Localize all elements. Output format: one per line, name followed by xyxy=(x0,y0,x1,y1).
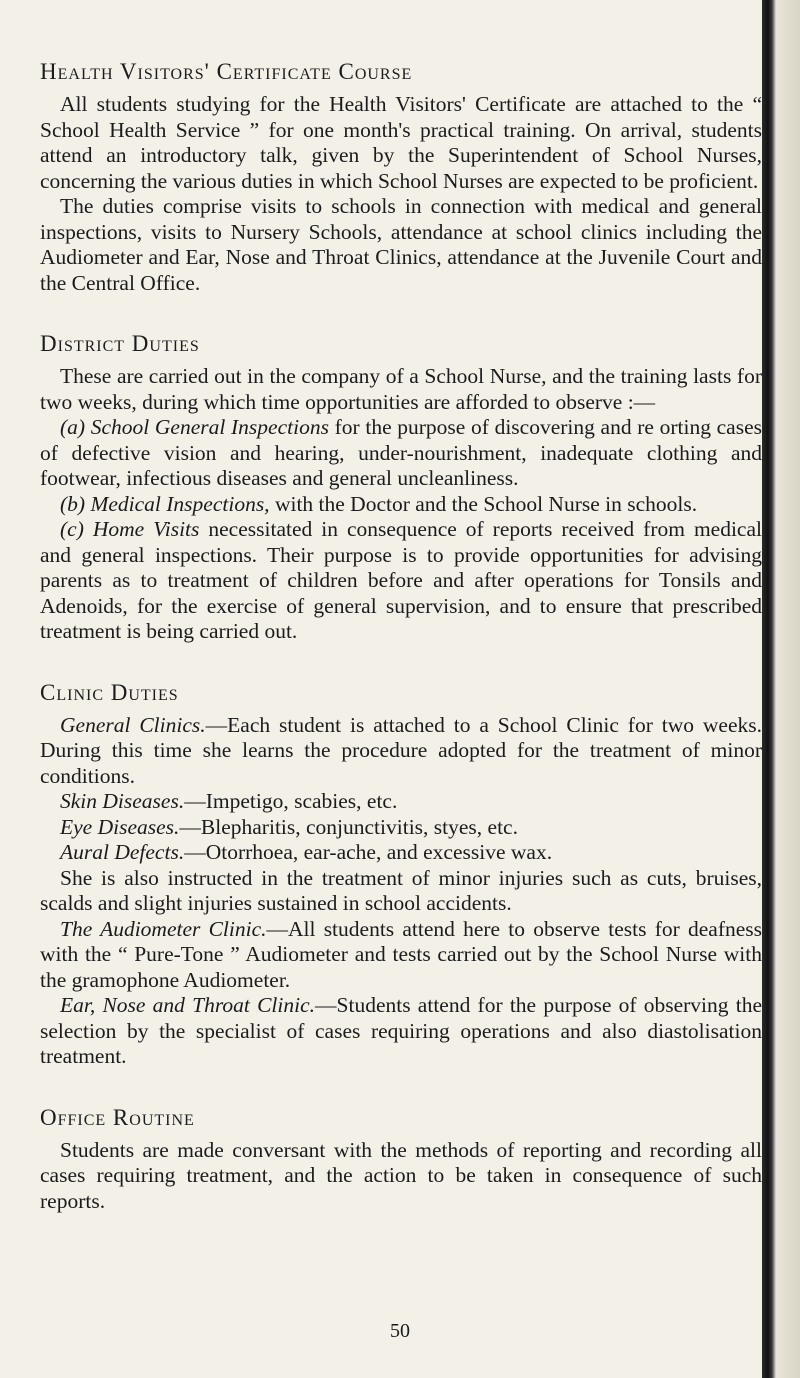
section-gap xyxy=(40,296,762,330)
section-gap xyxy=(40,645,762,679)
section-gap xyxy=(40,1070,762,1104)
paragraph xyxy=(40,92,762,194)
paragraph xyxy=(40,713,762,790)
paragraph xyxy=(40,194,762,296)
paragraph-label: Eye Diseases. xyxy=(60,814,180,839)
paragraph xyxy=(40,1138,762,1215)
page-number: 50 xyxy=(390,1320,410,1342)
paragraph-text: —All students attend here to observe tests for deafness with the “ Pure-Tone ” Audiometer and tests carried out by the School Nurse with the gramophone Audiometer. xyxy=(40,916,763,992)
paragraph-text: The duties comprise visits to schools in connection with medical and general inspections, visits to Nursery Schools, attendance at school clinics including the Audiometer and Ear, Nose and Throat Clinics, attendance at the Juvenile Court and the Central Office. xyxy=(40,194,762,295)
paragraph xyxy=(40,492,762,518)
paragraph-label: Aural Defects. xyxy=(60,840,185,864)
paragraph xyxy=(40,917,762,994)
paragraph-label: The Audiometer Clinic. xyxy=(60,916,267,941)
paragraph-label: (b) Medical Inspections, xyxy=(60,491,270,516)
paragraph-text: necessitated in consequence of reports received from medical and general inspections. Their purpose is to provide opportunities for advising parents as to treatment of children before and after operations for Tonsils and Adenoids, for the exercise of general supervision, and to ensure that prescribed treatment is being carried out. xyxy=(40,517,762,643)
section-heading: Health Visitors' Certificate Course xyxy=(40,59,413,84)
section-heading: Clinic Duties xyxy=(40,679,179,705)
paragraph xyxy=(40,789,762,815)
paragraph-text: She is also instructed in the treatment of minor injuries such as cuts, bruises, scalds and slight injuries sustained in school accidents. xyxy=(40,865,762,915)
page-binding-edge xyxy=(762,0,800,1378)
paragraph-label: Skin Diseases. xyxy=(60,789,185,813)
paragraph-text: —Blepharitis, conjunctivitis, styes, etc. xyxy=(179,814,518,839)
paragraph xyxy=(40,815,762,841)
paragraph-label: Ear, Nose and Throat Clinic. xyxy=(60,993,316,1017)
paragraph-text: These are carried out in the company of a School Nurse, and the training lasts for two weeks, during which time opportunities are afforded to observe :— xyxy=(40,364,762,414)
paragraph-label: (c) Home Visits xyxy=(60,517,200,541)
paragraph-text: for the purpose of discovering and re orting cases of defective vision and hearing, under-nourishment, inadequate clothing and footwear, infectious diseases and general uncleanliness. xyxy=(40,415,762,490)
text-column xyxy=(40,58,762,1214)
paragraph-label: (a) School General Inspections xyxy=(60,415,329,439)
section-heading: District Duties xyxy=(40,331,200,356)
paragraph xyxy=(40,993,762,1070)
paragraph-text: —Otorrhoea, ear-ache, and excessive wax. xyxy=(184,840,553,864)
paragraph xyxy=(40,840,762,866)
section-heading: Office Routine xyxy=(40,1104,195,1130)
paragraph-text: —Students attend for the purpose of observing the selection by the specialist of cases requiring operations and also diastolisation treatment. xyxy=(40,993,762,1068)
paragraph xyxy=(40,517,762,645)
paragraph-text: Students are made conversant with the methods of reporting and recording all cases requiring treatment, and the action to be taken in consequence of such reports. xyxy=(40,1137,762,1213)
paragraph-text: —Each student is attached to a School Clinic for two weeks. During this time she learns the procedure adopted for the treatment of minor conditions. xyxy=(40,712,763,788)
paragraph-text: with the Doctor and the School Nurse in schools. xyxy=(269,491,698,516)
paragraph xyxy=(40,415,762,492)
paragraph xyxy=(40,866,762,917)
paragraph-text: —Impetigo, scabies, etc. xyxy=(184,789,398,813)
paragraph-text: All students studying for the Health Visitors' Certificate are attached to the “ School Health Service ” for one month's practical training. On arrival, students attend an introductory talk, given by the Superintendent of School Nurses, concerning the various duties in which School Nurses are expected to be proficient. xyxy=(40,92,762,193)
paragraph-label: General Clinics. xyxy=(60,712,206,737)
paragraph xyxy=(40,364,762,415)
